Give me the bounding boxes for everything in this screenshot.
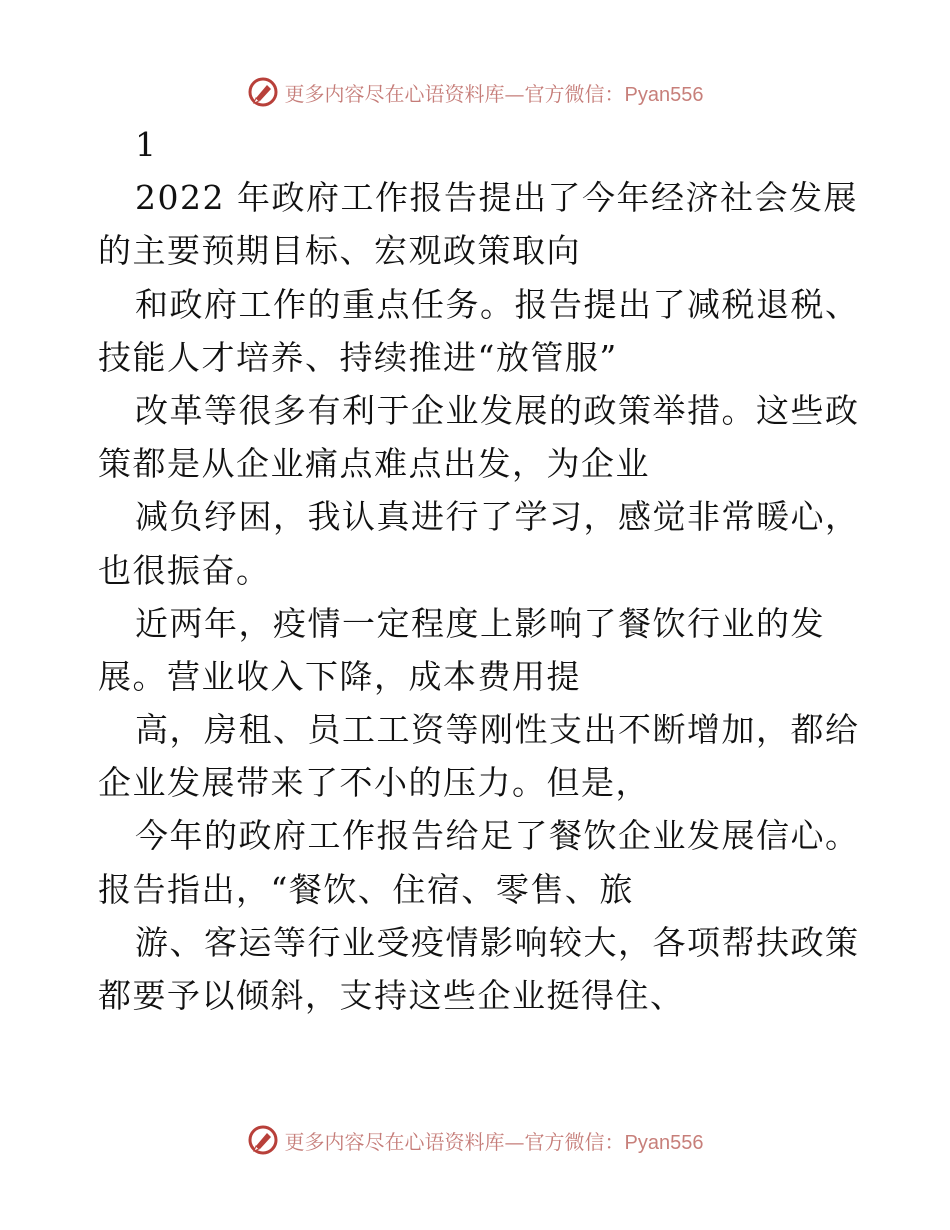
text-line: 2022 年政府工作报告提出了今年经济社会发展 <box>135 178 858 218</box>
watermark-dash: — <box>504 81 525 106</box>
text-line: 改革等很多有利于企业发展的政策举措。这些政 <box>135 390 860 430</box>
text-line: 游、客运等行业受疫情影响较大，各项帮扶政策 <box>135 922 860 962</box>
watermark-wechat-id: Pyan556 <box>624 83 704 106</box>
text-line: 今年的政府工作报告给足了餐饮企业发展信心。 <box>135 816 860 856</box>
footer-watermark <box>0 1120 950 1160</box>
text-line: 都要予以倾斜，支持这些企业挺得住、 <box>98 976 685 1015</box>
header-watermark <box>0 72 950 112</box>
text-line: 策都是从企业痛点难点出发，为企业 <box>98 444 650 484</box>
text-line: 的主要预期目标、宏观政策取向 <box>98 231 581 271</box>
watermark-site-text: 更多内容尽在心语资料库 <box>284 1129 505 1154</box>
text-line: 也很振奋。 <box>98 550 271 590</box>
text-line: 展。营业收入下降，成本费用提 <box>98 656 581 696</box>
watermark-official-text: 官方微信： <box>524 1129 625 1154</box>
watermark-text <box>285 78 704 107</box>
pen-logo-icon <box>247 76 279 108</box>
text-line: 企业发展带来了不小的压力。但是， <box>98 763 650 803</box>
text-line: 近两年，疫情一定程度上影响了餐饮行业的发 <box>135 603 825 643</box>
text-line: 技能人才培养、持续推进“放管服” <box>98 337 618 377</box>
pen-logo-icon <box>247 1124 279 1156</box>
page-number: 1 <box>135 125 158 164</box>
watermark-wechat-id: Pyan556 <box>624 1131 704 1154</box>
watermark-dash: — <box>504 1129 525 1154</box>
text-line: 报告指出，“餐饮、住宿、零售、旅 <box>98 869 634 909</box>
text-line: 和政府工作的重点任务。报告提出了减税退税、 <box>135 284 860 324</box>
watermark-text <box>285 1126 704 1155</box>
watermark-official-text: 官方微信： <box>524 81 625 106</box>
watermark-site-text: 更多内容尽在心语资料库 <box>284 81 505 106</box>
document-body <box>98 118 858 1022</box>
text-line: 高，房租、员工工资等刚性支出不断增加，都给 <box>135 710 860 750</box>
text-line: 减负纾困，我认真进行了学习，感觉非常暖心， <box>135 497 860 537</box>
